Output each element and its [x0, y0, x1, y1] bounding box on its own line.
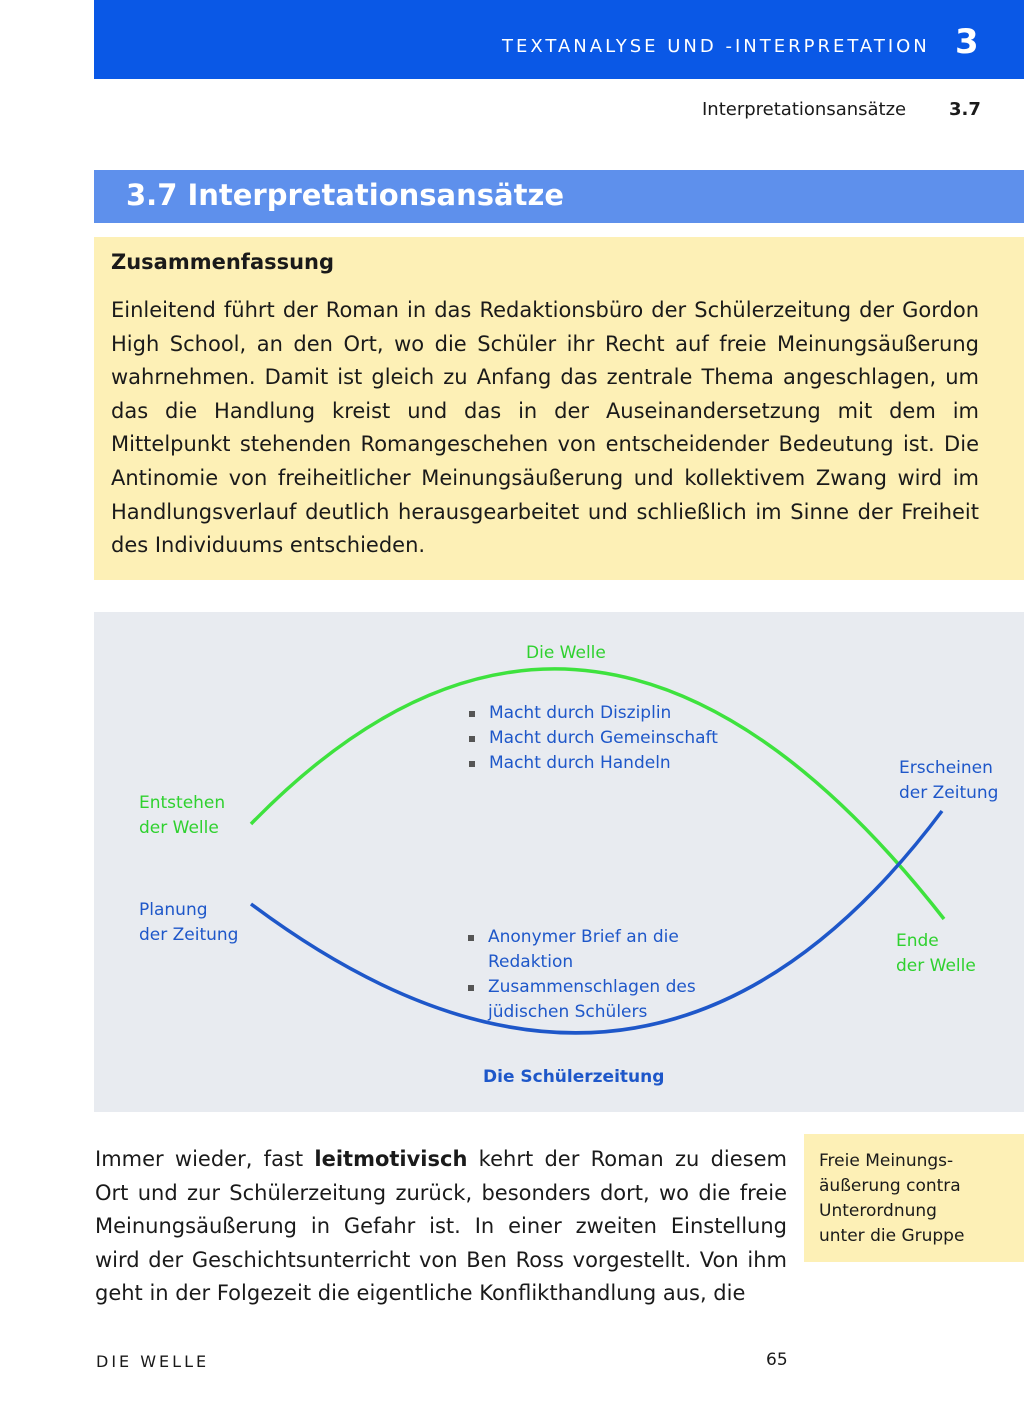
paper-title: Die Schülerzeitung — [483, 1067, 665, 1087]
list-item — [466, 925, 696, 975]
list-item — [466, 975, 696, 1025]
section-title: 3.7 Interpretationsansätze — [126, 178, 564, 212]
wave-title: Die Welle — [526, 643, 606, 663]
list-item: Macht durch Gemeinschaft — [467, 726, 718, 751]
wave-points-list — [467, 701, 718, 776]
list-item-line: Zusammenschlagen des — [488, 977, 696, 997]
list-item-line: Anonymer Brief an die — [488, 927, 679, 947]
body-text-start: Immer wieder, fast — [95, 1147, 315, 1171]
running-head-number: 3.7 — [949, 99, 981, 120]
list-item: Macht durch Disziplin — [467, 701, 718, 726]
running-head-label: Interpretationsansätze — [702, 99, 907, 120]
wave-end-label-line2: der Welle — [896, 956, 976, 976]
paper-points-list — [466, 925, 696, 1025]
wave-diagram — [94, 612, 1024, 1112]
body-keyword: leitmotivisch — [314, 1147, 468, 1171]
list-item-line: jüdischen Schülers — [488, 1002, 648, 1022]
margin-note-text: Freie Meinungs- äußerung contra Unterordnung unter die Gruppe — [819, 1151, 965, 1246]
summary-text: Einleitend führt der Roman in das Redaktionsbüro der Schülerzeitung der Gordon High School, an den Ort, wo die Schüler ihr Recht auf freie Meinungsäußerung wahrnehmen. Damit ist gleich zu Anfang das zentrale Thema angeschlagen, um das die Handlung kreist und das in der Auseinandersetzung mit dem im Mittelpunkt stehenden Romangeschehen von entscheidender Bedeutung ist. Die Antinomie von freiheitlicher Meinungsäußerung und kollektivem Zwang wird im Handlungsverlauf deutlich herausgearbeitet und schließlich im Sinne der Freiheit des Individuums entschieden. — [111, 298, 979, 558]
body-text-rest: kehrt der Roman zu diesem Ort und zur Schülerzeitung zurück, besonders dort, wo die freie Meinungsäußerung in Gefahr ist. In einer zweiten Einstellung wird der Geschichtsunterricht von Ben Ross vorgestellt. Von ihm geht in der Folgezeit die eigentliche Konflikthandlung aus, die — [95, 1147, 787, 1305]
paper-start-label-line2: der Zeitung — [139, 925, 239, 945]
footer-book-title: DIE WELLE — [96, 1352, 210, 1371]
page-number: 65 — [766, 1350, 788, 1370]
diagram-curves — [94, 612, 1024, 1112]
paper-end-label-line1: Erscheinen — [899, 758, 993, 778]
chapter-title: TEXTANALYSE UND -INTERPRETATION — [502, 36, 930, 57]
paper-end-label-line2: der Zeitung — [899, 783, 999, 803]
wave-start-label-line2: der Welle — [139, 818, 219, 838]
body-paragraph — [95, 1143, 787, 1311]
list-item: Macht durch Handeln — [467, 751, 718, 776]
list-item-line: Redaktion — [488, 952, 574, 972]
paper-start-label-line1: Planung — [139, 900, 208, 920]
chapter-number: 3 — [955, 22, 979, 62]
wave-start-label-line1: Entstehen — [139, 793, 226, 813]
wave-end-label-line1: Ende — [896, 931, 939, 951]
summary-heading: Zusammenfassung — [111, 250, 335, 274]
